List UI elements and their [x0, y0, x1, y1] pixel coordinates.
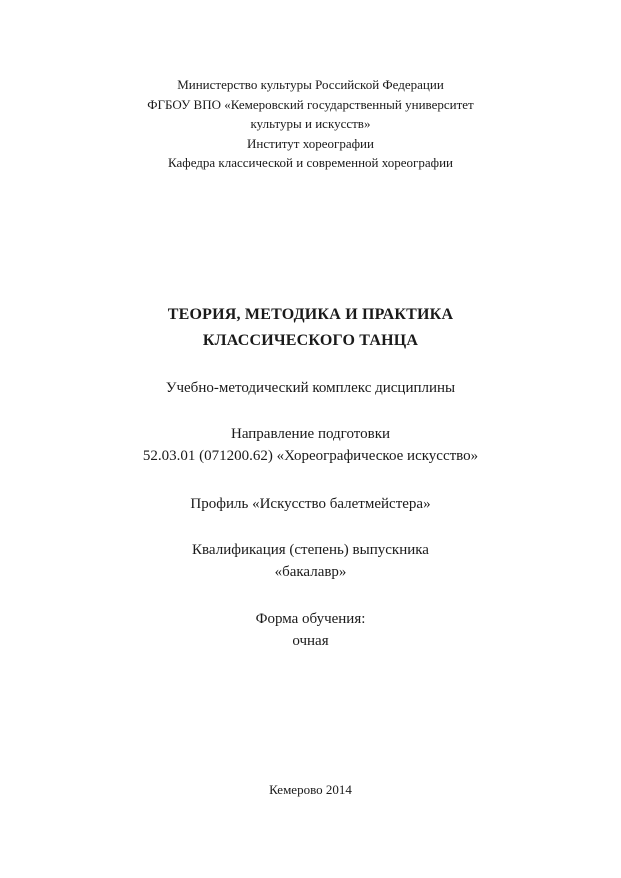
title-line-1: ТЕОРИЯ, МЕТОДИКА И ПРАКТИКА	[167, 306, 454, 323]
document-subtitle	[0, 377, 621, 399]
study-form	[0, 608, 621, 652]
study-form-value: очная	[292, 633, 329, 649]
training-profile	[0, 493, 621, 515]
qualification-label: Квалификация (степень) выпускника	[192, 542, 429, 558]
institution-header	[0, 75, 621, 173]
direction-label: Направление подготовки	[230, 426, 391, 442]
university-line-continued: культуры и искусств»	[250, 116, 371, 131]
study-form-label: Форма обучения:	[255, 611, 366, 627]
training-direction	[0, 423, 621, 467]
qualification-value: «бакалавр»	[274, 564, 347, 580]
graduate-qualification	[0, 539, 621, 583]
document-title	[0, 302, 621, 354]
profile-text: Профиль «Искусство балетмейстера»	[190, 496, 431, 512]
university-line: ФГБОУ ВПО «Кемеровский государственный университет	[147, 96, 474, 112]
institute-line: Институт хореографии	[247, 135, 374, 151]
department-line: Кафедра классической и современной хореографии	[168, 155, 453, 170]
direction-value: 52.03.01 (071200.62) «Хореографическое искусство»	[142, 448, 479, 464]
subtitle-text: Учебно-методический комплекс дисциплины	[165, 380, 456, 396]
city-year: Кемерово 2014	[269, 782, 352, 797]
ministry-line: Министерство культуры Российской Федерации	[177, 77, 444, 92]
title-line-2: КЛАССИЧЕСКОГО ТАНЦА	[202, 332, 419, 349]
